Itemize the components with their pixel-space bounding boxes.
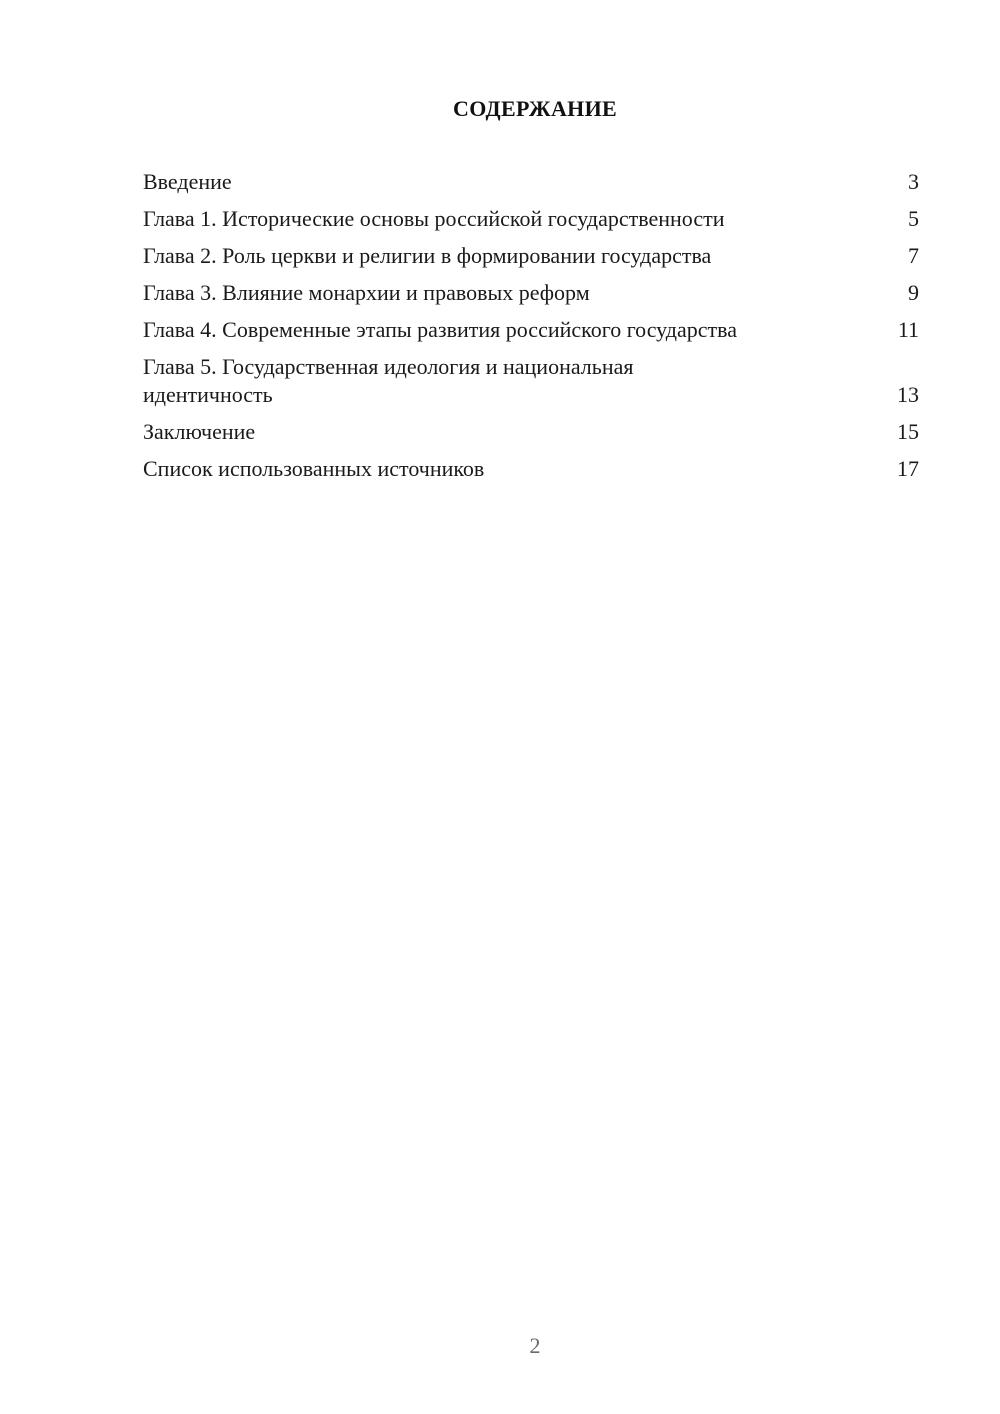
toc-entry-page: 15 bbox=[897, 419, 919, 444]
toc-title: СОДЕРЖАНИЕ bbox=[453, 96, 617, 121]
toc-entry-page: 11 bbox=[897, 317, 919, 342]
table-of-contents bbox=[143, 168, 919, 492]
toc-entry-page: 17 bbox=[897, 456, 919, 481]
toc-entry-label: Заключение bbox=[143, 419, 256, 444]
toc-entry-references bbox=[143, 455, 919, 483]
toc-entry-page: 3 bbox=[908, 169, 919, 194]
toc-entry-chapter-5 bbox=[143, 353, 919, 409]
toc-entry-page: 9 bbox=[908, 280, 919, 305]
toc-entry-page: 5 bbox=[908, 206, 919, 231]
toc-entry-chapter-2 bbox=[143, 242, 919, 270]
toc-entry-label: Глава 3. Влияние монархии и правовых реформ bbox=[143, 280, 590, 305]
toc-entry-chapter-1 bbox=[143, 205, 919, 233]
toc-entry-chapter-4 bbox=[143, 316, 919, 344]
page-number: 2 bbox=[529, 1333, 541, 1358]
toc-entry-label: Глава 5. Государственная идеология и национальная идентичность bbox=[143, 354, 634, 407]
toc-entry-chapter-3 bbox=[143, 279, 919, 307]
toc-entry-label: Глава 1. Исторические основы российской государственности bbox=[143, 206, 725, 231]
toc-entry-label: Список использованных источников bbox=[143, 456, 485, 481]
toc-entry-label: Введение bbox=[143, 169, 232, 194]
toc-entry-label: Глава 4. Современные этапы развития российского государства bbox=[143, 317, 737, 342]
toc-entry-introduction bbox=[143, 168, 919, 196]
toc-entry-conclusion bbox=[143, 418, 919, 446]
toc-entry-page: 7 bbox=[908, 243, 919, 268]
toc-entry-label: Глава 2. Роль церкви и религии в формировании государства bbox=[143, 243, 712, 268]
toc-entry-page: 13 bbox=[897, 382, 919, 407]
